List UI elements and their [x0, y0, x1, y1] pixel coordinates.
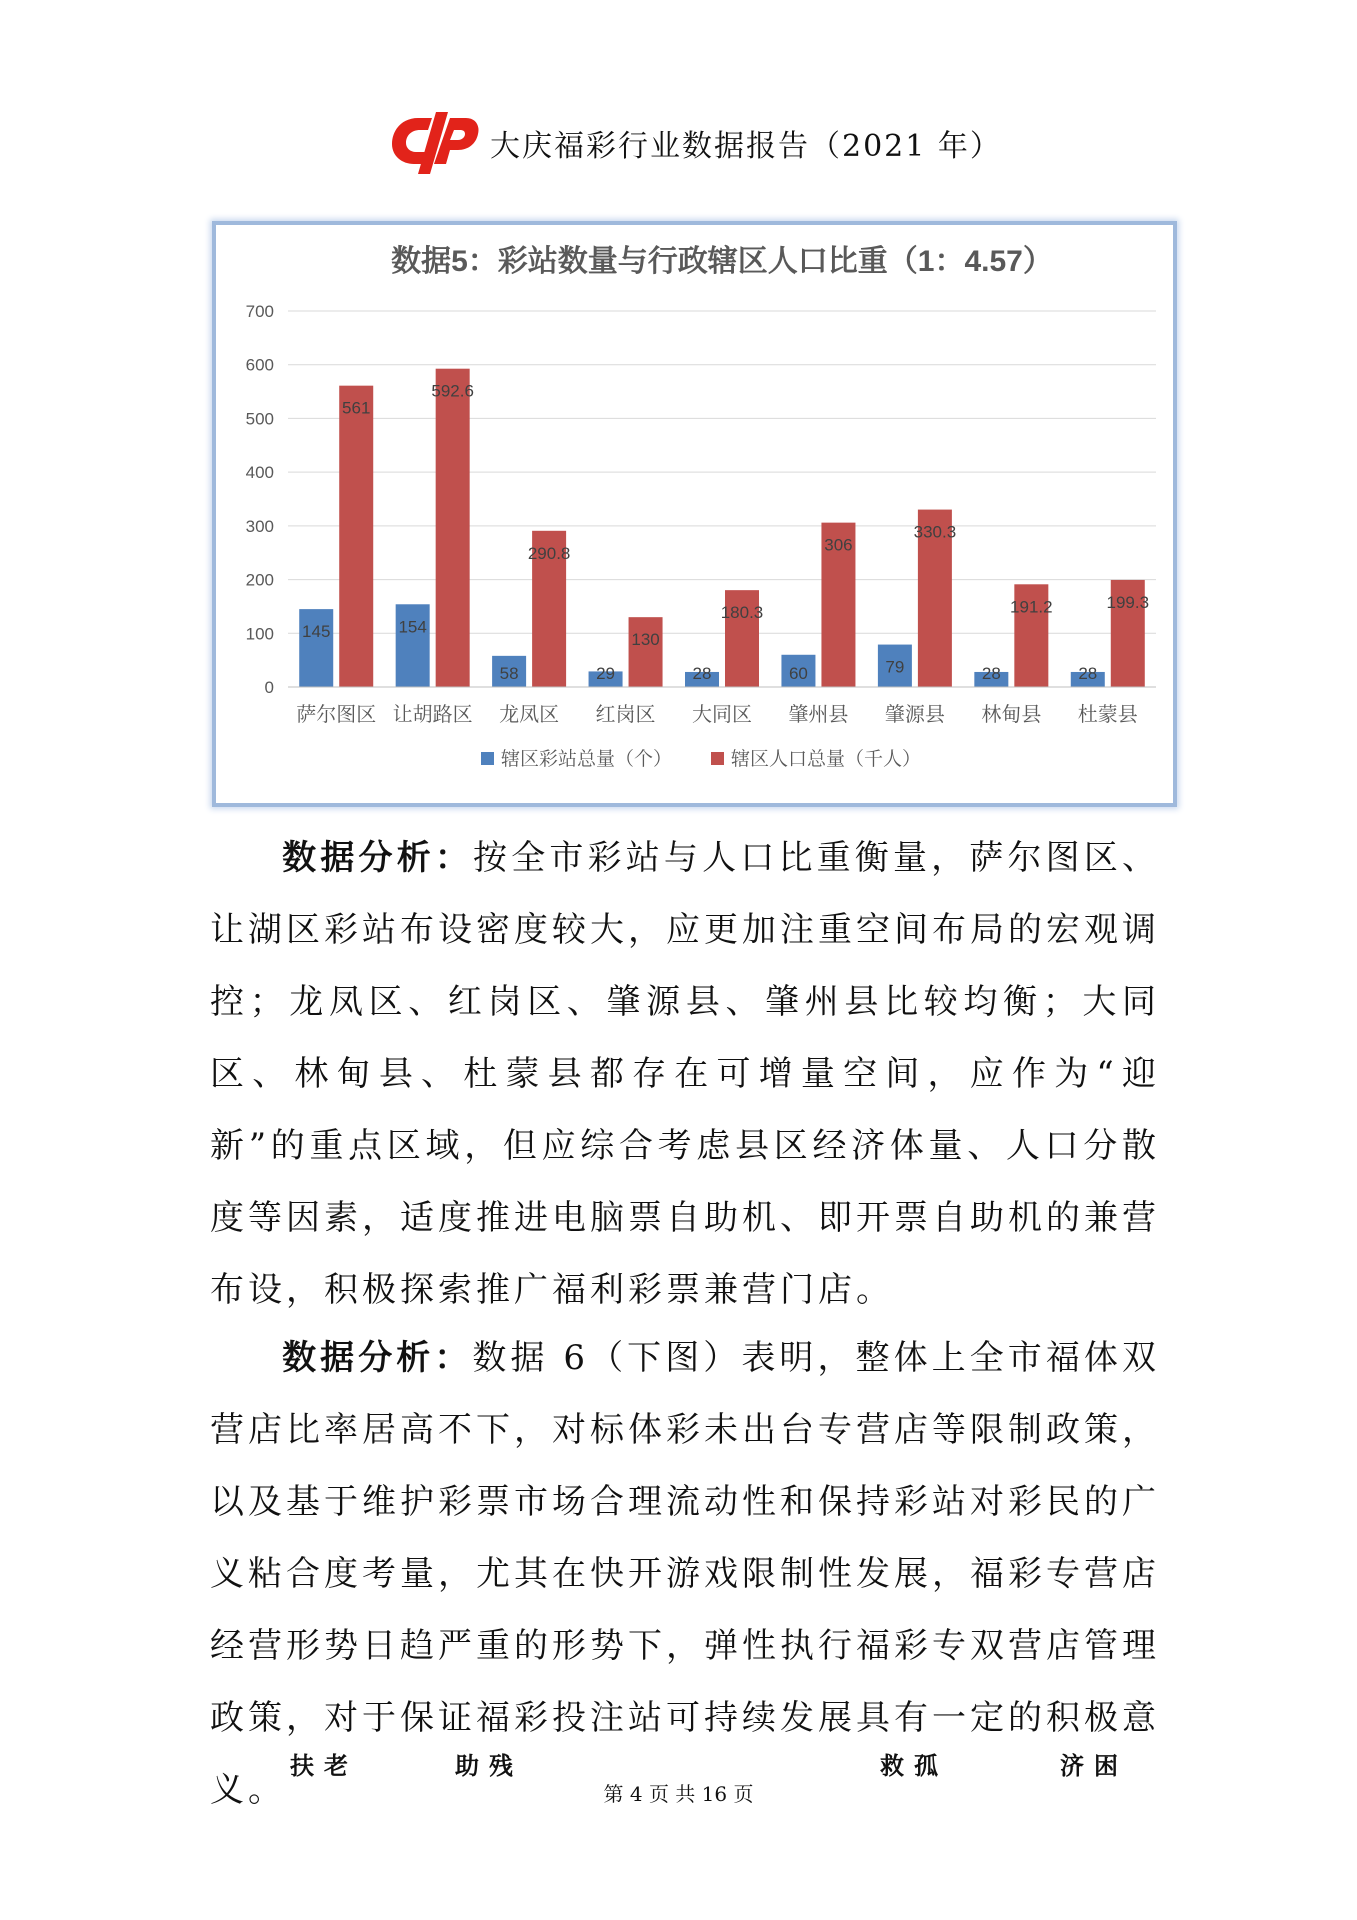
y-tick-label: 700: [245, 302, 274, 321]
page-header: [388, 108, 1002, 178]
data-label: 28: [1078, 664, 1098, 683]
data-label: 58: [499, 664, 519, 683]
data-label: 330.3: [913, 522, 957, 542]
footer-slogans: [0, 1746, 1357, 1782]
x-tick-label: 让胡路区: [392, 704, 473, 726]
data-label: 306: [824, 535, 853, 555]
data-label: 28: [981, 664, 1001, 683]
y-tick-label: 500: [245, 409, 274, 429]
bar: [629, 617, 663, 687]
x-tick-label: 龙凤区: [499, 704, 560, 726]
data-label: 154: [398, 617, 427, 637]
x-tick-label: 大同区: [692, 704, 752, 726]
analysis-paragraph-1: [210, 822, 1160, 1326]
data-label: 60: [788, 664, 808, 683]
data-label: 191.2: [1010, 597, 1053, 617]
chart-title: 数据5：彩站数量与行政辖区人口比重（1：4.57）: [391, 245, 1053, 278]
slogan: 助残: [455, 1751, 523, 1780]
welfare-lottery-logo-icon: [388, 108, 480, 178]
data-label: 180.3: [720, 603, 764, 623]
legend-label: 辖区人口总量（千人）: [731, 749, 922, 770]
y-tick-label: 200: [245, 570, 274, 590]
slogan: 扶老: [290, 1751, 358, 1780]
data-label: 29: [596, 664, 616, 683]
bar: [299, 609, 333, 687]
x-tick-label: 肇州县: [788, 704, 849, 726]
data-label: 145: [302, 622, 331, 642]
data-label: 199.3: [1106, 592, 1150, 612]
data-label: 561: [342, 398, 371, 418]
y-tick-label: 600: [245, 355, 274, 375]
y-tick-label: 100: [245, 624, 274, 644]
data-label: 79: [885, 657, 905, 677]
legend-label: 辖区彩站总量（个）: [501, 749, 673, 770]
data-label: 28: [692, 664, 712, 683]
paragraph-text: 数据 6（下图）表明，整体上全市福体双营店比率居高不下，对标体彩未出台专营店等限制政策，以及基于维护彩票市场合理流动性和保持彩站对彩民的广义粘合度考量，尤其在快开游戏限制性发展，福彩专营店经营形势日趋严重的形势下，弹性执行福彩专双营店管理政策，对于保证福彩投注站可持续发展具有一定的积极意义。: [210, 1338, 1160, 1810]
bar: [339, 386, 373, 687]
paragraph-text: 按全市彩站与人口比重衡量，萨尔图区、让湖区彩站布设密度较大，应更加注重空间布局的宏观调控；龙凤区、红岗区、肇源县、肇州县比较均衡；大同区、林甸县、杜蒙县都存在可增量空间，应作为“迎新”的重点区域，但应综合考虑县区经济体量、人口分散度等因素，适度推进电脑票自助机、即开票自助机的兼营布设，积极探索推广福利彩票兼营门店。: [210, 838, 1161, 1310]
x-tick-label: 肇源县: [884, 704, 945, 726]
slogan: 救孤: [880, 1751, 948, 1780]
y-tick-label: 300: [245, 516, 274, 536]
y-tick-label: 400: [245, 463, 274, 483]
bar: [436, 369, 470, 687]
bar-chart: [216, 225, 1173, 803]
legend-swatch: [481, 752, 494, 765]
y-tick-label: 0: [264, 678, 274, 697]
slogan: 济困: [1060, 1751, 1128, 1780]
x-tick-label: 林甸县: [981, 704, 1042, 726]
x-tick-label: 红岗区: [595, 704, 656, 726]
x-tick-label: 杜蒙县: [1077, 704, 1138, 726]
paragraph-lead: 数据分析：: [282, 1338, 473, 1378]
data-label: 290.8: [527, 543, 571, 563]
data-label: 592.6: [431, 381, 474, 401]
chart-figure: [212, 221, 1177, 807]
data-label: 130: [631, 630, 660, 650]
page-number: 第 4 页 共 16 页: [603, 1782, 754, 1806]
paragraph-lead: 数据分析：: [282, 838, 474, 878]
legend-swatch: [711, 752, 724, 765]
x-tick-label: 萨尔图区: [296, 704, 377, 726]
header-title: 大庆福彩行业数据报告（2021 年）: [490, 129, 1002, 164]
